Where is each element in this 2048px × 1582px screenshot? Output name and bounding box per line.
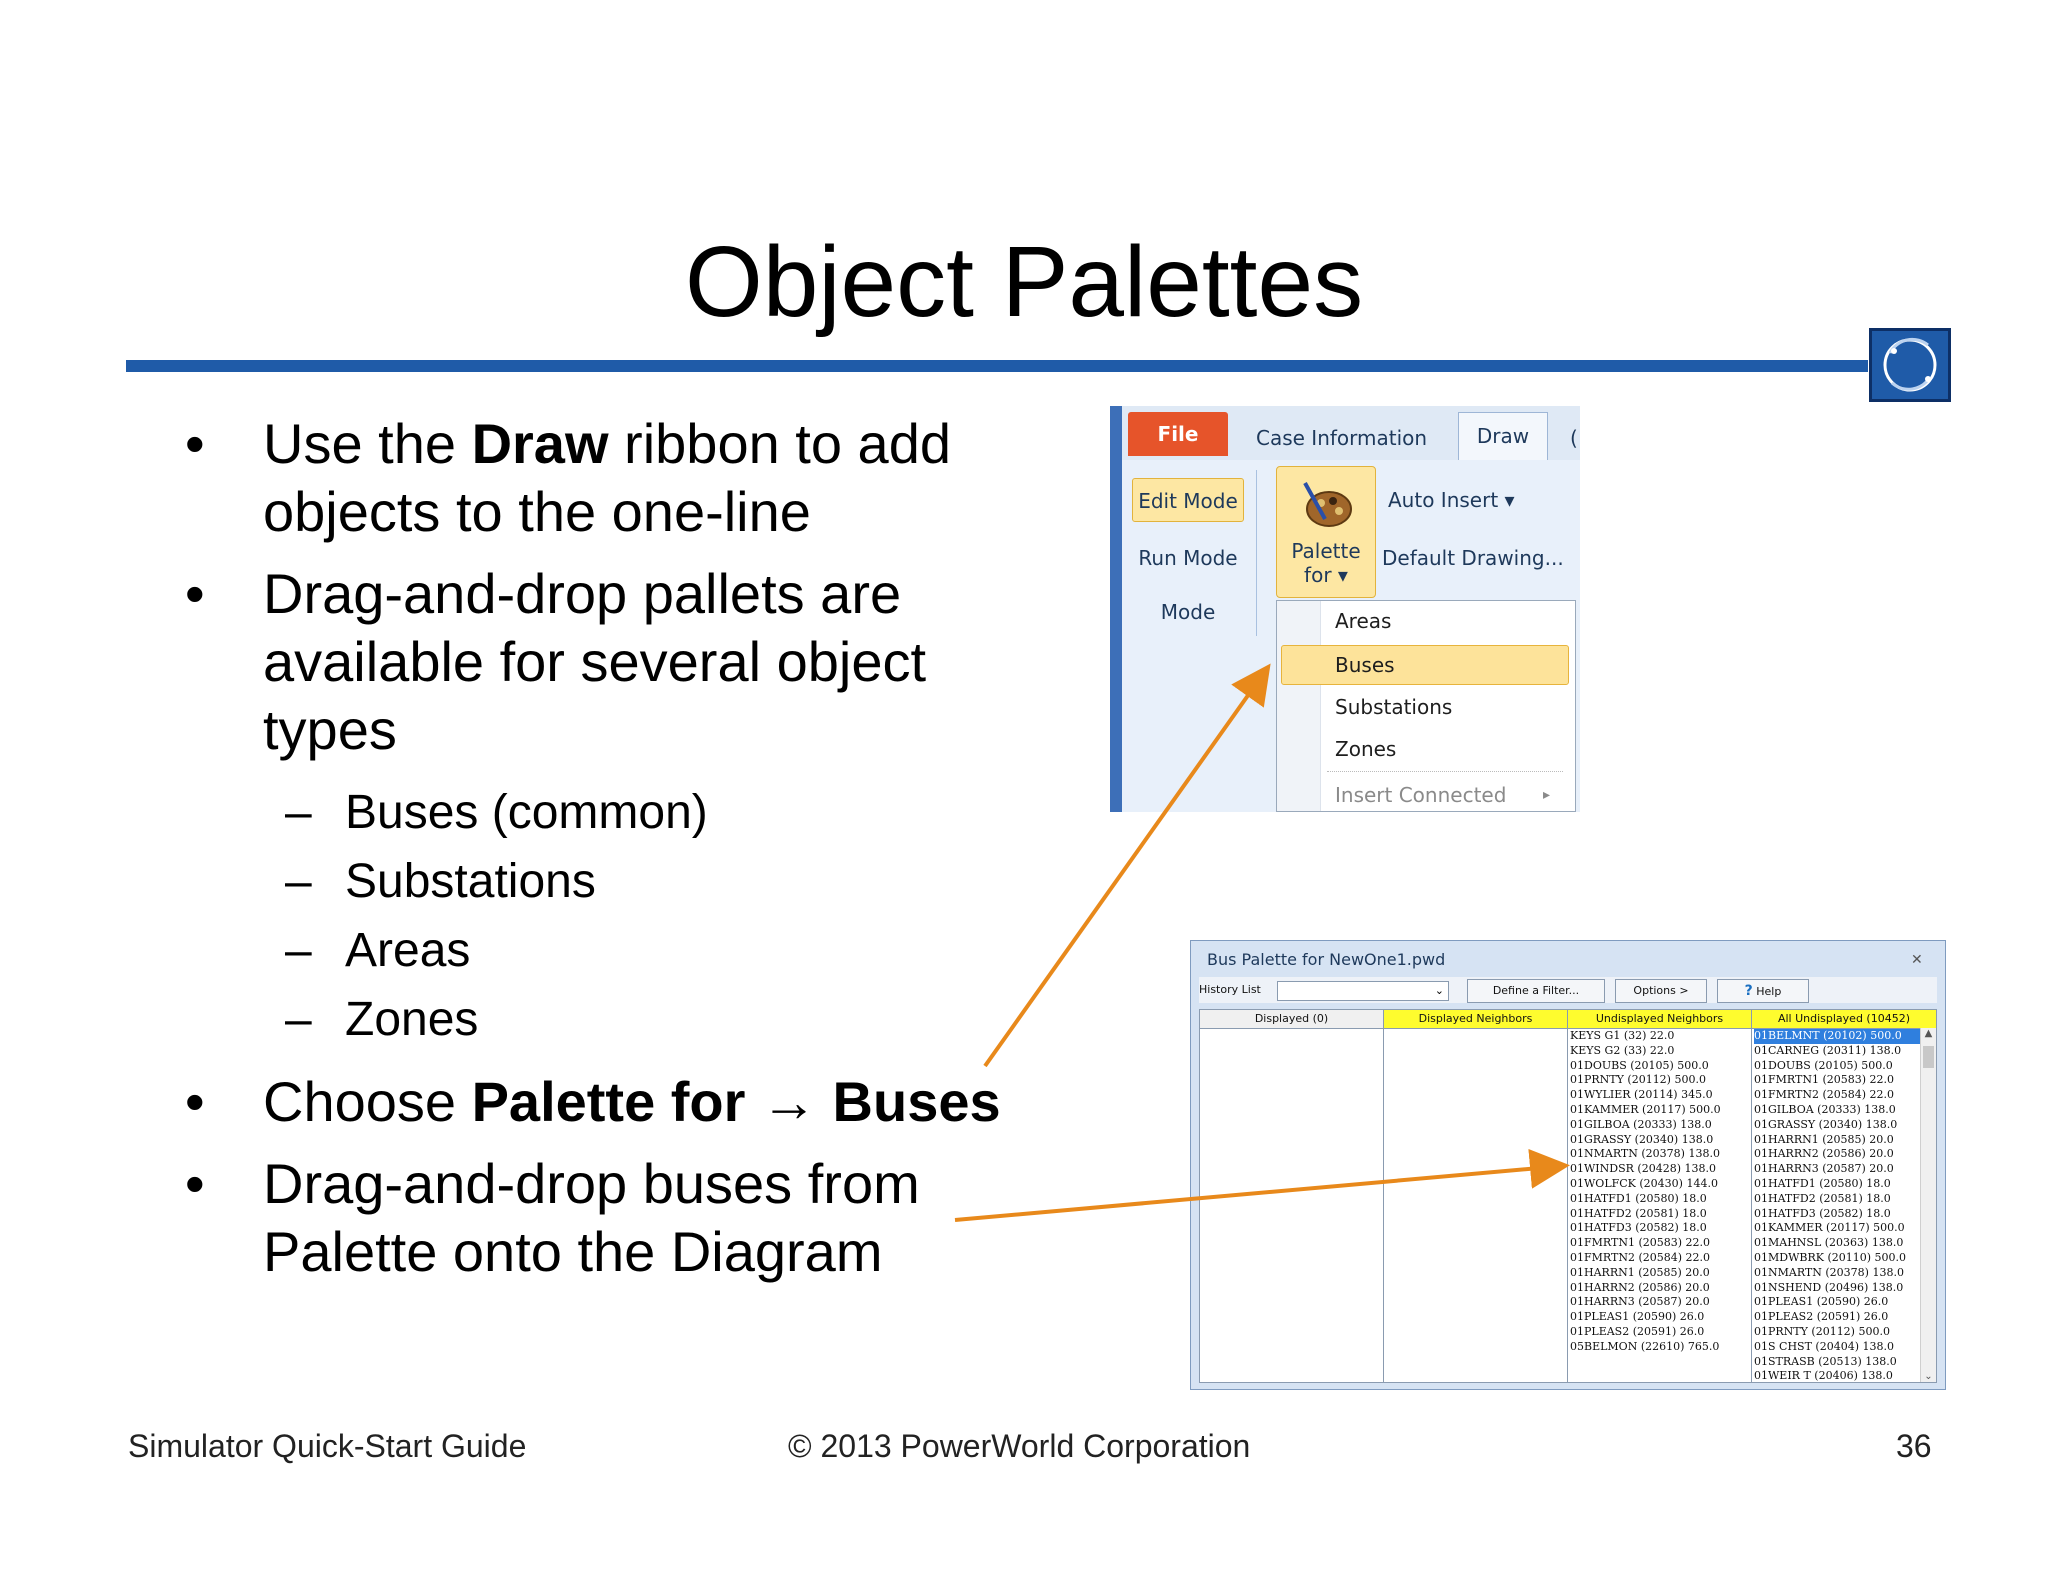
list-item[interactable]: 01BELMNT (20102) 500.0 (1754, 1029, 1920, 1044)
list-item[interactable]: 01KAMMER (20117) 500.0 (1570, 1102, 1721, 1116)
sub-bullet-areas: – Areas (285, 924, 471, 977)
list-item[interactable]: 01GRASSY (20340) 138.0 (1754, 1117, 1898, 1131)
menu-item-areas[interactable]: Areas (1335, 609, 1392, 633)
list-item[interactable]: 01PLEAS1 (20590) 26.0 (1754, 1295, 1889, 1309)
list-item[interactable]: 01FMRTN2 (20584) 22.0 (1570, 1250, 1711, 1264)
bullet-drag-drop-pallets: • Drag-and-drop pallets are available for several object types (185, 562, 927, 761)
list-item[interactable]: 01DOUBS (20105) 500.0 (1570, 1058, 1709, 1072)
default-drawing-button[interactable]: Default Drawing... (1382, 546, 1564, 570)
column-header-displayed-neighbors: Displayed Neighbors (1384, 1010, 1567, 1029)
slide-title: Object Palettes (684, 226, 1364, 338)
list-item[interactable]: 01MAHNSL (20363) 138.0 (1754, 1236, 1904, 1250)
list-item[interactable]: 01HATFD1 (20580) 18.0 (1754, 1176, 1891, 1190)
tab-file[interactable]: File (1128, 412, 1228, 456)
bullet-draw-ribbon: • Use the Draw ribbon to add objects to the one-line (185, 412, 951, 543)
list-item[interactable]: 01STRASB (20513) 138.0 (1754, 1354, 1897, 1368)
list-item[interactable]: 01HATFD2 (20581) 18.0 (1754, 1191, 1891, 1205)
list-item[interactable]: 01HATFD3 (20582) 18.0 (1754, 1206, 1891, 1220)
list-item[interactable]: 01HARRN1 (20585) 20.0 (1754, 1132, 1894, 1146)
list-item[interactable]: 01WINDSR (20428) 138.0 (1570, 1162, 1716, 1176)
edit-mode-button[interactable]: Edit Mode (1132, 478, 1244, 522)
list-item[interactable]: 01HARRN1 (20585) 20.0 (1570, 1265, 1710, 1279)
bullet-drag-buses: • Drag-and-drop buses from Palette onto the Diagram (185, 1152, 920, 1283)
list-item[interactable]: 05BELMON (22610) 765.0 (1570, 1339, 1720, 1353)
list-item[interactable]: 01PRNTY (20112) 500.0 (1570, 1073, 1706, 1087)
list-item[interactable]: 01PLEAS2 (20591) 26.0 (1754, 1310, 1889, 1324)
page-number: 36 (1896, 1428, 1932, 1464)
list-item[interactable]: 01S CHST (20404) 138.0 (1754, 1339, 1894, 1353)
list-item[interactable]: 01GILBOA (20333) 138.0 (1570, 1117, 1712, 1131)
list-item[interactable]: 01NSHEND (20496) 138.0 (1754, 1280, 1904, 1294)
menu-item-zones[interactable]: Zones (1335, 737, 1397, 761)
bullet-dot: • (185, 1070, 205, 1133)
history-list-dropdown[interactable]: ⌄ (1277, 981, 1449, 1001)
bullet-dot: • (185, 412, 205, 475)
list-item[interactable]: 01HATFD1 (20580) 18.0 (1570, 1191, 1707, 1205)
help-label: Help (1756, 985, 1782, 998)
define-filter-button[interactable]: Define a Filter... (1467, 979, 1605, 1003)
column-header-displayed: Displayed (0) (1200, 1010, 1383, 1029)
list-item[interactable]: 01WEIR T (20406) 138.0 (1754, 1369, 1893, 1383)
submenu-arrow-icon: ▸ (1543, 787, 1551, 803)
list-item[interactable]: KEYS G1 (32) 22.0 (1570, 1029, 1675, 1042)
list-item[interactable]: 01FMRTN2 (20584) 22.0 (1754, 1088, 1895, 1102)
list-item[interactable]: KEYS G2 (33) 22.0 (1570, 1043, 1675, 1057)
menu-item-buses[interactable]: Buses (1335, 653, 1395, 677)
tab-draw[interactable]: Draw (1458, 412, 1548, 460)
tab-case-information[interactable]: Case Information (1256, 426, 1428, 450)
list-item[interactable]: 01MDWBRK (20110) 500.0 (1754, 1250, 1907, 1264)
list-item[interactable]: 01WYLIER (20114) 345.0 (1570, 1088, 1713, 1102)
list-item[interactable]: 01HATFD3 (20582) 18.0 (1570, 1221, 1707, 1235)
scroll-down-icon[interactable]: ⌄ (1924, 1371, 1933, 1382)
mode-group-label: Mode (1160, 600, 1216, 624)
scroll-up-icon[interactable]: ▲ (1924, 1028, 1933, 1039)
list-item[interactable]: 01PLEAS2 (20591) 26.0 (1570, 1324, 1705, 1338)
auto-insert-button[interactable]: Auto Insert ▾ (1388, 488, 1515, 512)
list-item[interactable]: 01HATFD2 (20581) 18.0 (1570, 1206, 1707, 1220)
palette-for-label-2: for ▾ (1304, 563, 1348, 587)
footer-copyright: © 2013 PowerWorld Corporation (788, 1428, 1251, 1464)
list-item[interactable]: 01PRNTY (20112) 500.0 (1754, 1324, 1890, 1338)
tab-partial: ( (1570, 426, 1578, 450)
list-item[interactable]: 01HARRN3 (20587) 20.0 (1754, 1162, 1894, 1176)
list-item[interactable]: 01GILBOA (20333) 138.0 (1754, 1102, 1896, 1116)
list-item[interactable]: 01HARRN3 (20587) 20.0 (1570, 1295, 1710, 1309)
bullet-choose-palette: • Choose Palette for → Buses (185, 1068, 1045, 1136)
options-button[interactable]: Options > (1615, 979, 1707, 1003)
list-item[interactable]: 01PLEAS1 (20590) 26.0 (1570, 1310, 1705, 1324)
bullet-dot: • (185, 1152, 205, 1215)
arrow-to-buses-menu-item (985, 670, 1266, 1066)
arrow-to-palette-list (955, 1166, 1562, 1220)
list-item[interactable]: 01WOLFCK (20430) 144.0 (1570, 1176, 1718, 1190)
list-item[interactable]: 01KAMMER (20117) 500.0 (1754, 1221, 1905, 1235)
menu-item-substations[interactable]: Substations (1335, 695, 1453, 719)
list-item[interactable]: 01NMARTN (20378) 138.0 (1570, 1147, 1720, 1161)
column-header-undisplayed-neighbors: Undisplayed Neighbors (1568, 1010, 1751, 1029)
list-item[interactable]: 01DOUBS (20105) 500.0 (1754, 1058, 1893, 1072)
history-list-label: History List (1199, 983, 1261, 996)
bus-palette-title: Bus Palette for NewOne1.pwd (1207, 950, 1446, 969)
list-item[interactable]: 01NMARTN (20378) 138.0 (1754, 1265, 1904, 1279)
list-item[interactable]: 01FMRTN1 (20583) 22.0 (1754, 1073, 1895, 1087)
column-header-all-undisplayed: All Undisplayed (10452) (1752, 1010, 1936, 1029)
palette-for-label: Palette (1291, 539, 1361, 563)
sub-bullet-substations: – Substations (285, 855, 596, 908)
run-mode-button[interactable]: Run Mode (1138, 546, 1238, 570)
help-icon: ? (1744, 983, 1753, 999)
close-icon[interactable]: ✕ (1911, 952, 1923, 968)
list-item[interactable]: 01CARNEG (20311) 138.0 (1754, 1043, 1902, 1057)
sub-bullet-buses: – Buses (common) (285, 786, 708, 839)
footer-guide-title: Simulator Quick-Start Guide (128, 1428, 527, 1464)
list-item[interactable]: 01HARRN2 (20586) 20.0 (1570, 1280, 1710, 1294)
list-item[interactable]: 01HARRN2 (20586) 20.0 (1754, 1147, 1894, 1161)
list-item[interactable]: 01GRASSY (20340) 138.0 (1570, 1132, 1714, 1146)
menu-item-insert-connected: Insert Connected (1335, 783, 1507, 807)
sub-bullet-zones: – Zones (285, 993, 479, 1046)
list-item[interactable]: 01FMRTN1 (20583) 22.0 (1570, 1236, 1711, 1250)
bullet-dot: • (185, 562, 205, 625)
